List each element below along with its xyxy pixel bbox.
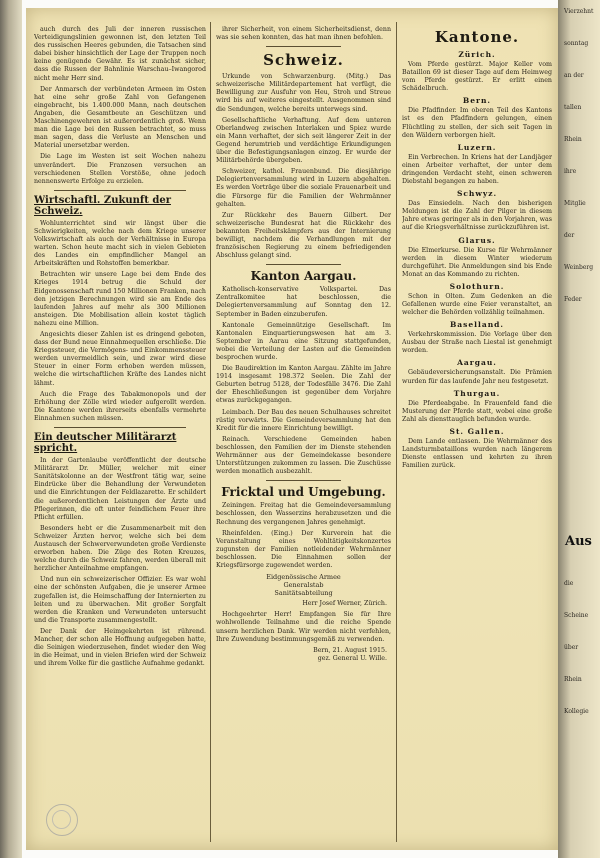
adjacent-page-heading: Aus [565, 534, 592, 549]
letter-closing: Bern, 21. August 1915. gez. General U. Wille. [313, 646, 387, 662]
adjacent-page-strip [562, 0, 600, 858]
article-paragraph: ihrer Sicherheit, von einem Sicherheitsdienst, denn was sie sehen konnten, das hat man ihnen befohlen. [216, 26, 391, 42]
article-paragraph: Und nun ein schweizerischer Offizier. Es war wohl eine der schönsten Aufgaben, die je unserer Armee zugefallen ist, die Heimschaffung der Internierten zu leiten und zu überwachen. Mit großer Sorgfalt werden die Kranken und Verwundeten untersucht und die Transporte zusammengestellt. [34, 576, 206, 624]
section-heading: Fricktal und Umgebung. [221, 485, 386, 500]
adjacent-page-line: tallen [564, 104, 582, 111]
canton-news: Das Einsiedeln. Nach den bisherigen Meldungen ist die Zahl der Pilger in diesem Jahre etwas geringer als in den Vorjahren, was auf die Kriegsverhältnisse zurückzuführen ist. [402, 200, 552, 232]
article-paragraph: Rheinfelden. (Eing.) Der Kurverein hat die Veranstaltung eines Wohltätigkeitskonzertes zugunsten der Familien notleidender Wehrmänner beschlossen. Die Einnahmen sollen der Kriegsfürsorge zugewendet werden. [216, 529, 391, 569]
article-paragraph: Der Anmarsch der verbündeten Armeen im Osten hat eine sehr große Zahl von Gefangenen eingebracht, bis 1.400.000 Mann, nach deutschen Angaben, die Gesamtbeute an Geschützen und Maschinengewehren ist außerordentlich groß. Wenn man die Lage bei den Russen betrachtet, so muss man sagen, dass die Verluste an Menschen und Material unersetzbar werden. [34, 85, 206, 150]
book-binding-edge [0, 0, 22, 858]
article-paragraph: Schweizer, kathol. Frauenbund. Die diesjährige Delegiertenversammlung wird in Luzern abgehalten. Es werden Vorträge über die soziale Frauenarbeit und die Fürsorge für die Familien der Wehrmänner gehalten. [216, 168, 391, 208]
article-paragraph: Zeiningen. Freitag hat die Gemeindeversammlung beschlossen, den Wasserzins herabzusetzen und die Rechnung des vergangenen Jahres genehmigt. [216, 502, 391, 526]
adjacent-page-line: sonntag [564, 40, 589, 47]
canton-news: Schon in Olten. Zum Gedenken an die Gefallenen wurde eine Feier veranstaltet, an welcher die Behörden vollzählig teilnahmen. [402, 292, 552, 317]
article-paragraph: Besonders hebt er die Zusammenarbeit mit den Schweizer Ärzten hervor, welche sich bei dem Austausch der Schwerverwundeten große Verdienste erworben haben. Die Züge des Roten Kreuzes, welche durch die Schweiz fahren, werden überall mit herzlicher Anteilnahme empfangen. [34, 524, 206, 573]
column-divider [210, 22, 211, 842]
canton-news: Die Elmerkurse. Die Kurse für Wehrmänner werden in diesem Winter wiederum durchgeführt. Die Anmeldungen sind bis Ende Monat an das Kommando zu richten. [402, 246, 552, 278]
section-divider [54, 190, 186, 191]
canton-news: Gebäudeversicherungsanstalt. Die Prämien wurden für das laufende Jahr neu festgesetzt. [402, 369, 552, 385]
article-paragraph: Der Dank der Heimgekehrten ist rührend. Mancher, der schon alle Hoffnung aufgegeben hatte, die Seinigen wiederzusehen, findet wieder den Weg in die Heimat, und in vielen Briefen wird der Schweiz und ihrem Volke für die gastliche Aufnahme gedankt. [34, 627, 206, 668]
canton-heading: Schwyz. [456, 189, 498, 199]
canton-news: Ein Verbrechen. In Kriens hat der Landjäger einen Arbeiter verhaftet, der unter dem dringenden Verdacht steht, einen schweren Diebstahl begangen zu haben. [402, 153, 552, 186]
adjacent-page-line: der [564, 232, 575, 239]
adjacent-page-line: Rhein [564, 136, 582, 143]
canton-heading: Baselland. [449, 320, 505, 330]
adjacent-page-line: an der [564, 72, 584, 79]
article-paragraph: Katholisch-konservative Volkspartei. Das Zentralkomitee hat beschlossen, die Delegiertenversammlung auf Sonntag den 12. September in Baden einzuberufen. [216, 286, 391, 318]
adjacent-page-line: Kollegie [564, 708, 589, 715]
column-divider [396, 22, 397, 842]
canton-heading: Glarus. [458, 235, 496, 245]
canton-heading: Aargau. [457, 358, 497, 368]
section-divider [266, 480, 341, 481]
canton-heading: St. Gallen. [449, 426, 505, 436]
section-heading: Kantone. [434, 28, 520, 46]
article-headline: Wirtschaftl. Zukunft der Schweiz. [34, 194, 171, 217]
column-middle [216, 26, 391, 841]
adjacent-page-line: Scheine [564, 612, 589, 619]
canton-news: Die Pfadfinder. Im oberen Teil des Kantons ist es den Pfadfindern gelungen, einen Flüchtling zu stellen, der sich seit Tagen in den Wäldern verborgen hielt. [402, 107, 552, 139]
article-paragraph: Angesichts dieser Zahlen ist es dringend geboten, dass der Bund neue Einnahmequellen erschließe. Die Kriegssteuer, die Vermögens- und Einkommenssteuer werden unvermeidlich sein, und zwar wird diese Steuer in einer Form erhoben werden müssen, welche die wirtschaftlichen Kräfte des Landes nicht lähmt. [34, 331, 206, 387]
article-paragraph: auch durch des Juli der inneren russischen Verteidigungslinien gewonnen ist, den letzten Teil des russischen Heeres gebunden, die Tatsachen sind dabei bisher hinsichtlich der Lage der Truppen noch keine genügende Gewähr. Es ist zunächst sicher, dass die Russen der Bahnlinie Warschau–Iwangorod nicht mehr Herr sind. [34, 26, 206, 82]
article-paragraph: Urkunde von Schwarzenburg. (Mitg.) Das schweizerische Militärdepartement hat verfügt, die Bewilligung zur Ausfuhr von Heu, Stroh und Streue wird bis auf weiteres eingestellt. Ausgenommen sind die Sendungen, welche bereits unterwegs sind. [216, 73, 391, 113]
letter-signature: Eidgenössische Armee Generalstab Sanitätsabteilung [266, 573, 341, 598]
canton-heading: Zürich. [458, 50, 496, 59]
section-divider [266, 46, 341, 47]
letter-signature: Herr Josef Werner, Zürich. [302, 600, 387, 608]
canton-news: Die Pferdeabgabe. In Frauenfeld fand die Musterung der Pferde statt, wobei eine große Zahl als diensttauglich befunden wurde. [402, 399, 552, 423]
section-divider [266, 264, 341, 265]
article-paragraph: Betrachten wir unsere Lage bei dem Ende des Krieges 1914 betrug die Schuld der Eidgenossenschaft rund 150 Millionen Franken, nach den jetzigen Berechnungen wird sie am Ende des laufenden Jahres auf mehr als 300 Millionen ansteigen. Die Mobilisation allein kostet täglich nahezu eine Million. [34, 271, 206, 327]
canton-news: Vom Pferde gestürzt. Major Keller vom Bataillon 69 ist dieser Tage auf dem Heimweg vom Pferde gestürzt. Er erlitt einen Schädelbruch. [402, 61, 552, 93]
adjacent-page-line: Mitglie [564, 200, 586, 207]
column-right [402, 26, 552, 841]
library-stamp [46, 804, 78, 836]
section-heading: Schweiz. [263, 51, 344, 70]
adjacent-page-line: Feder [564, 296, 582, 303]
section-heading: Kanton Aargau. [250, 269, 357, 284]
adjacent-page-line: über [564, 644, 579, 651]
canton-news: Verkehrskommission. Die Vorlage über den Ausbau der Straße nach Liestal ist genehmigt worden. [402, 331, 552, 355]
newspaper-page [26, 8, 558, 850]
article-paragraph: Reinach. Verschiedene Gemeinden haben beschlossen, den Familien der im Dienste stehenden Wehrmänner aus der Gemeindekasse besondere Unterstützungen zukommen zu lassen. Die Zuschüsse werden monatlich ausbezahlt. [216, 435, 391, 476]
article-paragraph: Gesellschaftliche Verhaftung. Auf dem unteren Oberlandweg zwischen Interlaken und Spiez wurde ein Mann verhaftet, der sich seit längerer Zeit in der Gegend herumtrieb und verdächtige Erkundigungen über die Befestigungsanlagen einzog. Er wurde der Militärbehörde übergeben. [216, 116, 391, 165]
canton-heading: Thurgau. [453, 388, 501, 398]
article-paragraph: Wohlunterrichtet sind wir längst über die Schwierigkeiten, welche nach dem Kriege unserer Volkswirtschaft als auch der Verhältnisse in Europa warten. Schon heute macht sich in vielen Gebieten des Landes ein empfindlicher Mangel an Arbeitskräften und Rohstoffen bemerkbar. [34, 219, 206, 268]
canton-heading: Bern. [462, 96, 492, 106]
adjacent-page-line: Rhein [564, 676, 582, 683]
adjacent-page-line: die [564, 580, 574, 587]
canton-heading: Luzern. [457, 142, 497, 152]
column-left [34, 26, 206, 841]
adjacent-page-line: Weinberg [564, 264, 594, 271]
canton-heading: Solothurn. [449, 281, 505, 291]
section-divider [54, 427, 186, 428]
article-paragraph: In der Gartenlaube veröffentlicht der deutsche Militärarzt Dr. Müller, welcher mit einer Sanitätskolonne an der Westfront tätig war, seine Eindrücke über die Behandlung der Verwundeten und die Einrichtungen der Feldlazarette. Er schildert die außerordentlichen Leistungen der Ärzte und Pflegerinnen, die oft unter feindlichem Feuer ihre Pflicht erfüllen. [34, 457, 206, 521]
article-paragraph: Die Baudirektion im Kanton Aargau. Zählte im Jahre 1914 insgesamt 198.372 Seelen. Die Zahl der Geburten betrug 5128, der Todesfälle 3476. Die Zahl der Eheschließungen ist gegenüber dem Vorjahre etwas zurückgegangen. [216, 365, 391, 405]
adjacent-page-line: ihre [564, 168, 577, 175]
article-paragraph: Die Lage im Westen ist seit Wochen nahezu unverändert. Die Franzosen versuchen an verschiedenen Stellen Vorstöße, ohne jedoch nennenswerte Erfolge zu erzielen. [34, 153, 206, 185]
article-paragraph: Kantonale Gemeinnützige Gesellschaft. Im Kantonalen Einquartierungswesen hat am 3. September in Aarau eine Sitzung stattgefunden, wobei die Verteilung der Lasten auf die Gemeinden besprochen wurde. [216, 321, 391, 361]
canton-news: Dem Lande entlassen. Die Wehrmänner des Landsturmbataillons wurden nach längerem Dienste entlassen und kehrten zu ihren Familien zurück. [402, 437, 552, 470]
article-paragraph: Zur Rückkehr des Bauern Gilbert. Der schweizerische Bundesrat hat die Rückkehr des bekannten Freiheitskämpfers aus der Internierung bewilligt, nachdem die Verhandlungen mit der französischen Regierung zu einem befriedigenden Abschluss gelangt sind. [216, 211, 391, 260]
article-paragraph: Leimbach. Der Bau des neuen Schulhauses schreitet rüstig vorwärts. Die Gemeindeversammlung hat den Kredit für die innere Einrichtung bewilligt. [216, 408, 391, 432]
article-paragraph: Hochgeehrter Herr! Empfangen Sie für Ihre wohlwollende Teilnahme und die reiche Spende unsern herzlichen Dank. Wir werden nicht verfehlen, Ihre Zuwendung bestimmungsgemäß zu verwenden. [216, 611, 391, 643]
article-headline: Ein deutscher Militärarzt spricht. [34, 432, 177, 455]
adjacent-page-line: Vierzehnt [564, 8, 594, 15]
article-paragraph: Auch die Frage des Tabakmonopols und der Erhöhung der Zölle wird wieder aufgerollt werden. Die Kantone werden ihrerseits ebenfalls vermehrte Einnahmen suchen müssen. [34, 390, 206, 422]
